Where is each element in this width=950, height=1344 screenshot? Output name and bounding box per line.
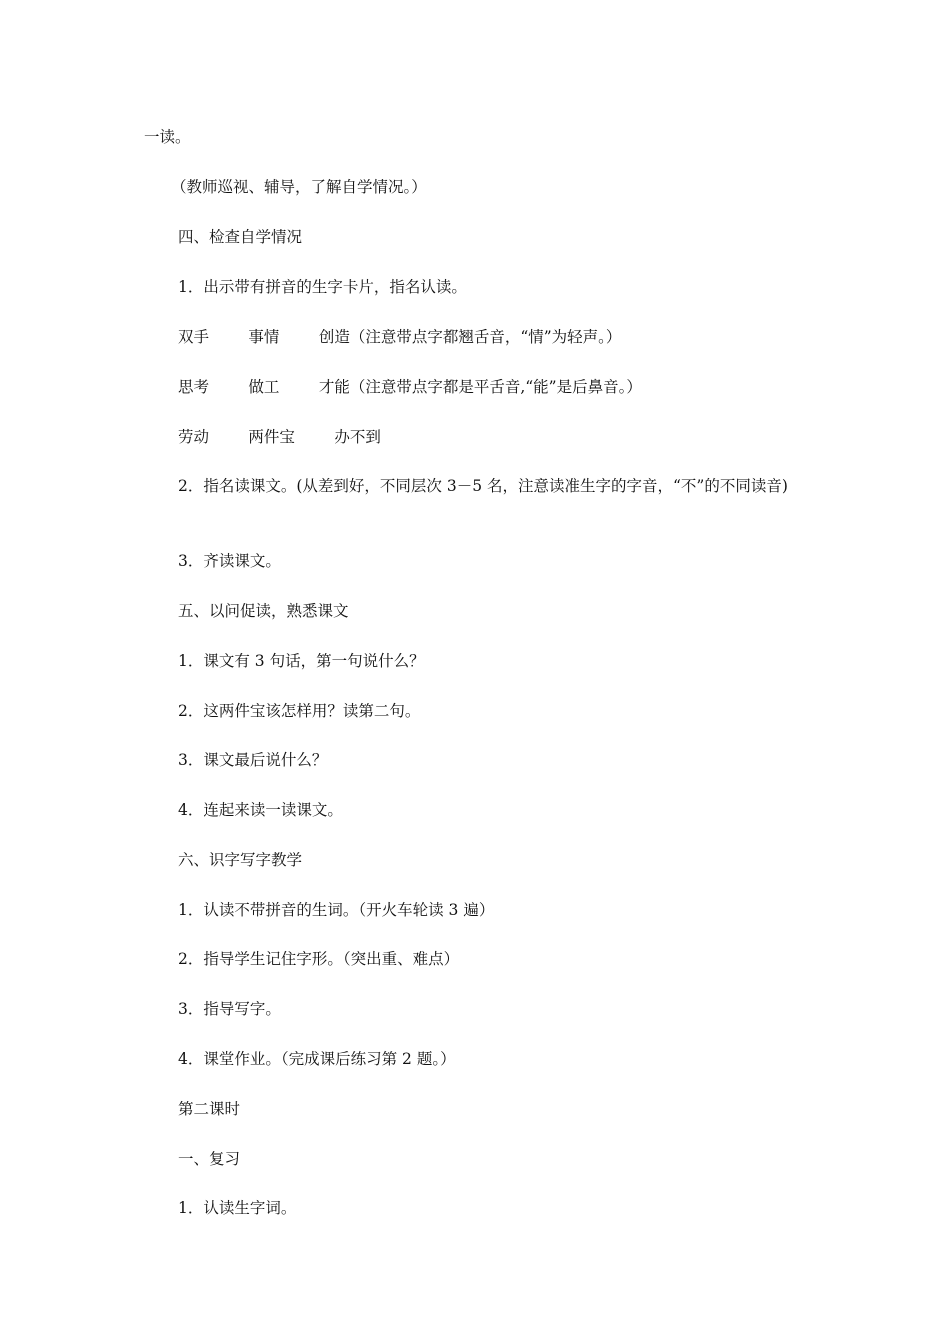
- list-item: 1．认读不带拼音的生词。（开火车轮读 3 遍）: [178, 901, 495, 919]
- list-item: 2．这两件宝该怎样用？读第二句。: [178, 702, 421, 720]
- vocab-row: 双手 事情 创造（注意带点字都翘舌音，“情”为轻声。）: [178, 328, 622, 346]
- list-item-wrapped: [144, 474, 842, 499]
- vocab-row: 劳动 两件宝 办不到: [178, 428, 381, 446]
- list-item: 2．指导学生记住字形。（突出重、难点）: [178, 950, 460, 968]
- list-item: 3．课文最后说什么？: [178, 751, 328, 769]
- section-heading-review: 一、复习: [178, 1150, 241, 1168]
- list-item: 1．认读生字词。: [178, 1199, 297, 1217]
- list-item: 1．出示带有拼音的生字卡片，指名认读。: [178, 278, 467, 296]
- section-heading-check-self-study: 四、检查自学情况: [178, 228, 303, 246]
- section-heading-questions: 五、以问促读，熟悉课文: [178, 602, 349, 620]
- list-item: 4．连起来读一读课文。: [178, 801, 343, 819]
- list-item: 4．课堂作业。（完成课后练习第 2 题。）: [178, 1050, 456, 1068]
- list-item: 1．课文有 3 句话，第一句说什么？: [178, 652, 425, 670]
- list-item: 3．齐读课文。: [178, 552, 281, 570]
- section-heading-literacy: 六、识字写字教学: [178, 851, 303, 869]
- list-item: 3．指导写字。: [178, 1000, 281, 1018]
- text-line-continuation: 一读。: [144, 128, 191, 146]
- vocab-row: 思考 做工 才能（注意带点字都是平舌音,“能”是后鼻音。）: [178, 378, 642, 396]
- lesson-heading: 第二课时: [178, 1100, 241, 1118]
- text-line-teacher-note: （教师巡视、辅导，了解自学情况。）: [171, 178, 427, 196]
- list-item-text: 2．指名读课文。(从差到好，不同层次 3－5 名，注意读准生字的字音，“不”的不同读音): [178, 477, 788, 495]
